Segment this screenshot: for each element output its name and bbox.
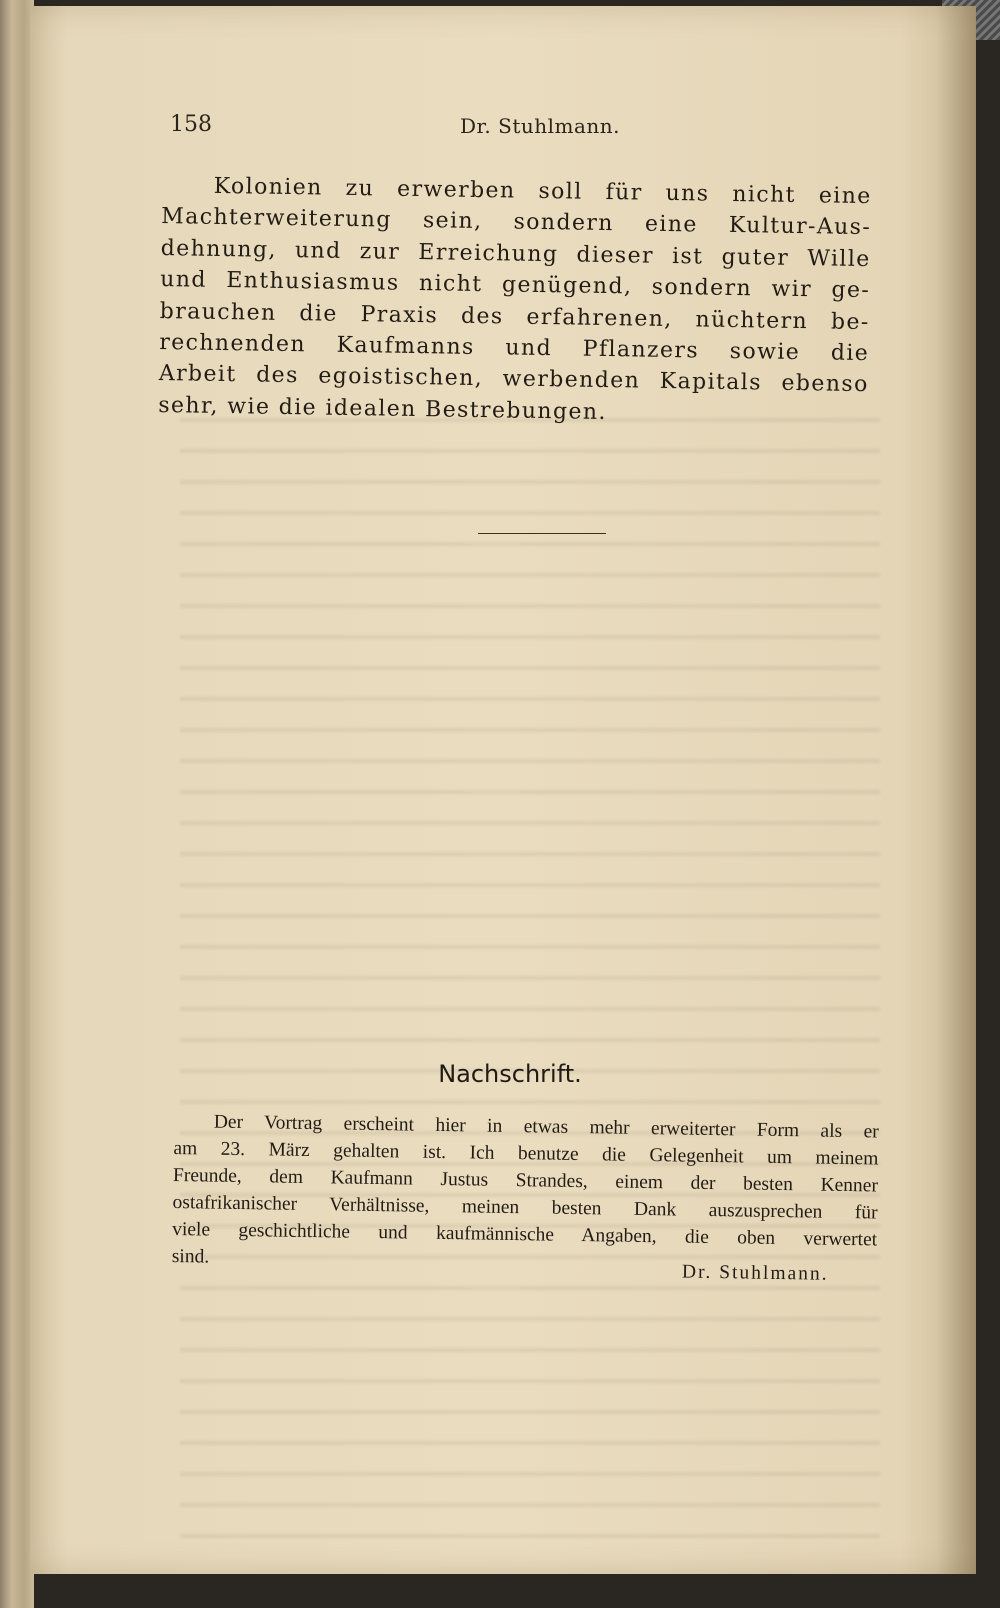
show-through-text <box>180 400 880 1550</box>
page-fold-shadow <box>936 6 976 1574</box>
book-binding-edge <box>0 0 34 1608</box>
running-head: Dr. Stuhlmann. <box>460 114 621 138</box>
postscript-last-line: sind. <box>171 1245 210 1268</box>
body-line: Arbeit des egoistischen, werbenden Kapitals ebenso <box>158 361 869 398</box>
signature: Dr. Stuhlmann. <box>681 1261 829 1285</box>
postscript-line: am 23. März gehalten ist. Ich benutze die Gelegenheit um meinem <box>173 1137 879 1170</box>
body-line: Kolonien zu erwerben soll für uns nicht eine <box>213 173 872 210</box>
postscript-line: Freunde, dem Kaufmann Justus Strandes, einem der besten Kenner <box>172 1164 879 1197</box>
postscript-line: viele geschichtliche und kaufmännische Angaben, die oben verwertet <box>172 1218 878 1251</box>
body-line: und Enthusiasmus nicht genügend, sondern wir ge- <box>160 267 871 304</box>
postscript-title: Nachschrift. <box>438 1060 582 1088</box>
postscript-paragraph <box>171 1108 879 1285</box>
postscript-line: ostafrikanischer Verhältnisse, meinen besten Dank auszusprechen für <box>172 1191 878 1224</box>
body-paragraph <box>158 170 872 432</box>
body-line: brauchen die Praxis des erfahrenen, nüchtern be- <box>159 298 870 335</box>
section-divider <box>478 533 606 534</box>
body-line: rechnenden Kaufmanns und Pflanzers sowie die <box>159 330 870 367</box>
postscript-line: Der Vortrag erscheint hier in etwas mehr erweiterter Form als er <box>213 1111 879 1143</box>
body-line: Machterweiterung sein, sondern eine Kultur-Aus- <box>161 204 872 241</box>
body-line: sehr, wie die idealen Bestrebungen. <box>158 392 608 425</box>
page-header <box>170 112 860 152</box>
page-number: 158 <box>170 112 212 137</box>
body-line: dehnung, und zur Erreichung dieser ist guter Wille <box>160 235 871 272</box>
